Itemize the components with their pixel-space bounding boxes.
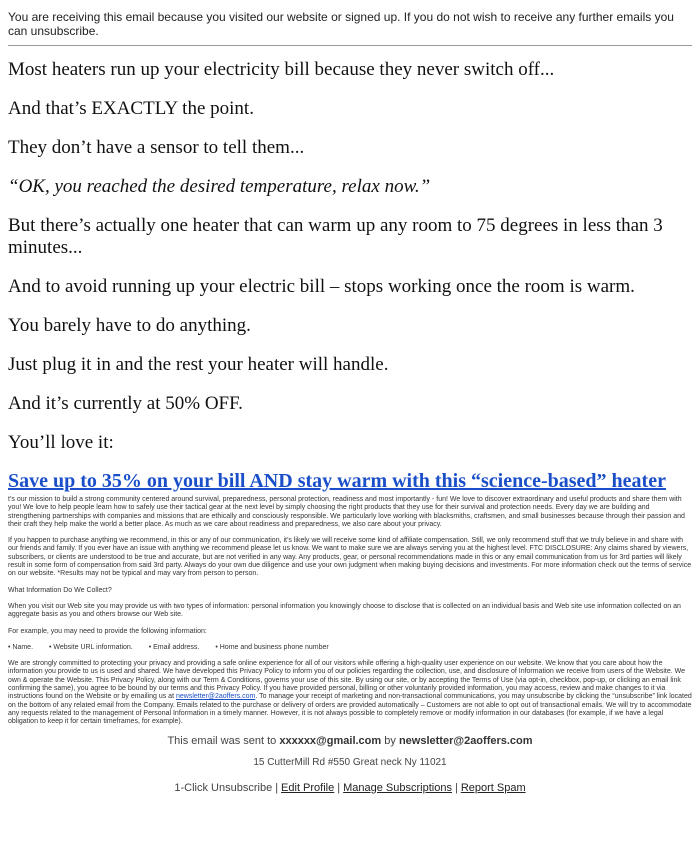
list-item: • Website URL information. — [48, 643, 133, 651]
list-item: • Name. — [8, 643, 34, 651]
sender-email: newsletter@2aoffers.com — [398, 734, 533, 747]
paragraph: You barely have to do anything. — [8, 315, 251, 336]
info-list — [8, 644, 692, 652]
message-copy — [8, 59, 692, 454]
paragraph: They don’t have a sensor to tell them... — [8, 137, 305, 158]
postal-address: 15 CutterMill Rd #550 Great neck Ny 11021 — [253, 756, 447, 768]
paragraph: Most heaters run up your electricity bill because they never switch off... — [8, 59, 555, 80]
mission-statement: t’s our mission to build a strong community centered around survival, preparedness, personal protection, readiness and most importantly - fun! We love to discover extraordinary and useful products and share them with you! We love to help people learn how to safely use their tactical gear at the next level by simply choosing the right products that they use for their survival and protection needs. Every day we are building and strengthening partnerships with companies and missions that are ethically and consciously responsible. We particularly love working with blacksmiths, craftsmen, and small businesses because through their passion and their craft they help make the world a better place. As much as we care about readiness and preparedness, we also care about your privacy. — [8, 496, 685, 528]
offer-link[interactable]: Save up to 35% on your bill AND stay warm with this “science-based” heater — [8, 470, 666, 492]
manage-subscriptions-link[interactable]: Manage Subscriptions — [343, 781, 452, 794]
paragraph: Just plug it in and the rest your heater will handle. — [8, 354, 389, 375]
collect-heading: What Information Do We Collect? — [8, 586, 112, 594]
paragraph: And it’s currently at 50% OFF. — [8, 393, 243, 414]
paragraph: And to avoid running up your electric bill – stops working once the room is warm. — [8, 276, 635, 297]
footer-links: 1-Click Unsubscribe | Edit Profile | Manage Subscriptions | Report Spam — [174, 781, 526, 794]
newsletter-email-link[interactable]: newsletter@2aoffers.com — [175, 693, 256, 701]
quote-paragraph: “OK, you reached the desired temperature, relax now.” — [8, 176, 431, 197]
privacy-text-continued: . To manage your receipt of marketing and non-transactional communications, you may unsubscribe by clicking the “unsubscribe” link located on the bottom of any related email from the Company. Emails related to the purchase or delivery of orders are provided automatically – Customers are not able to opt out of transactional emails. We will try to accommodate any requests related to the management of Personal Information in a timely manner. However, it is not always possible to completely remove or modify information in our databases (for example, if we have a legal obligation to keep it for certain timeframes, for example). — [8, 693, 692, 726]
sent-prefix: This email was sent to — [167, 734, 277, 747]
header-divider — [8, 45, 692, 46]
email-footer — [8, 735, 692, 794]
unsubscribe-label[interactable]: 1-Click Unsubscribe — [174, 781, 273, 794]
recipient-email: xxxxxx@gmail.com — [279, 734, 382, 747]
privacy-paragraph — [8, 660, 692, 726]
list-item: • Email address. — [148, 643, 200, 651]
collect-paragraph: When you visit our Web site you may provide us with two types of information: personal information you knowingly choose to disclose that is collected on an individual basis and Web site use information collected on an aggregate basis as you and others browse our Web site. — [8, 602, 681, 619]
affiliate-disclosure: If you happen to purchase anything we recommend, in this or any of our communication, it’s likely we will receive some kind of affiliate compensation. Still, we only recommend stuff that we truly believe in and share with our friends and family. If you ever have an issue with anything we recommend please let us know. We want to make sure we are always serving you at the highest level. FTC DISCLOSURE: Any claims shared by viewers, subscribers, or clients are understood to be true and accurate, but are not verified in any way. Any products, gear, or personal recommendations made in this or any email communication from us for 3rd parties will likely result in some form of compensation from said 3rd party. Always do your own due diligence and use your own judgment when making buying decisions and investments. For more information check out the terms of service on our website. *Results may not be typical and may vary from person to person. — [8, 537, 692, 578]
sent-to-line — [8, 735, 692, 747]
edit-profile-link[interactable]: Edit Profile — [281, 781, 335, 794]
privacy-text: We are strongly committed to protecting your privacy and providing a safe online experience for all of our visitors while offering a high-quality user experience on our website. We know that you care about how the information you provide to us is used and shared. We have developed this Privacy Policy to inform you of our policies regarding the collection, use, and disclosure of Information we receive from users of the Website. We own & operate the Website. This Privacy Policy, along with our Term & Conditions, governs your use of this site. By using our site, or by accepting the Terms of Use (via opt-in, checkbox, pop-up, or clicking an email link confirming the same), you agree to be bound by our terms and this Privacy Policy. If you have provided personal, billing or other voluntarily provided information, you may access, review and make changes to it via instructions found on the Website or by emailing us at — [8, 660, 686, 701]
report-spam-link[interactable]: Report Spam — [460, 781, 526, 794]
paragraph: And that’s EXACTLY the point. — [8, 98, 254, 119]
paragraph: You’ll love it: — [8, 432, 114, 453]
fine-print — [8, 496, 692, 727]
list-item: • Home and business phone number — [215, 643, 329, 651]
sent-by: by — [384, 734, 396, 747]
paragraph: But there’s actually one heater that can warm up any room to 75 degrees in less than 3 minutes... — [8, 215, 663, 258]
subscription-notice: You are receiving this email because you visited our website or signed up. If you do not wish to receive any further emails you can unsubscribe. — [8, 10, 674, 38]
example-paragraph: For example, you may need to provide the following information: — [8, 627, 207, 635]
